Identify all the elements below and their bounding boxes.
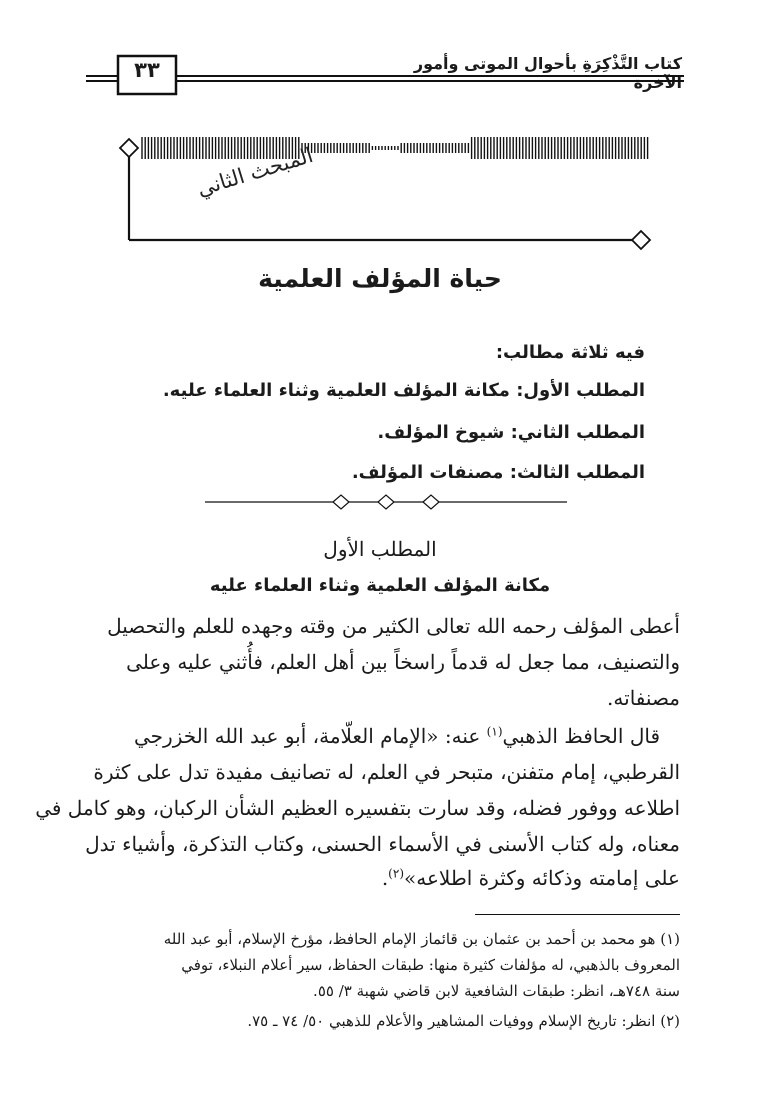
toc-item-text: شيوخ المؤلف.: [377, 422, 505, 443]
book-title: كتاب التَّذْكِرَةِ بأحوال الموتى وأمور الآخرة: [413, 54, 682, 92]
body-line: مصنفاته.: [607, 686, 680, 710]
footnote-line: سنة ٧٤٨هـ، انظر: طبقات الشافعية لابن قاضي شهبة ٣/ ٥٥.: [313, 982, 680, 1000]
footnote-1: (١) هو محمد بن أحمد بن عثمان بن قائماز الإمام الحافظ، مؤرخ الإسلام، أبو عبد الله: [163, 930, 680, 948]
section-ornament: [0, 120, 760, 260]
body-line: على إمامته وذكائه وكثرة اطلاعه»$^{(٢)}$.: [381, 866, 680, 890]
toc-intro: فيه ثلاثة مطالب:: [495, 342, 645, 363]
section-title: حياة المؤلف العلمية: [258, 264, 502, 293]
toc-item-text: مصنفات المؤلف.: [351, 462, 504, 483]
toc-item-1: [125, 380, 645, 401]
mabhath-label: المبحث الثاني: [194, 143, 316, 202]
body-line: قال الحافظ الذهبي$^{(١)}$ عنه: «الإمام العلّامة، أبو عبد الله الخزرجي: [134, 724, 660, 748]
header-rules: [0, 0, 760, 110]
body-line: أعطى المؤلف رحمه الله تعالى الكثير من وقته وجهده للعلم والتحصيل: [107, 614, 680, 638]
footnote-number: (١): [660, 930, 680, 948]
matlab-heading: مكانة المؤلف العلمية وثناء العلماء عليه: [209, 575, 551, 596]
toc-item-label: المطلب الثاني:: [510, 422, 645, 443]
page-number: ٣٣: [134, 58, 160, 82]
toc-item-3: [125, 462, 645, 483]
footnote-ref: (٢): [388, 866, 404, 881]
footnote-ref: (١): [486, 724, 503, 739]
body-line: معناه، وله كتاب الأسنى في الأسماء الحسنى، وكتاب التذكرة، وأشياء تدل: [85, 832, 680, 856]
matlab-label: المطلب الأول: [323, 537, 437, 561]
body-line: القرطبي، إمام متفنن، متبحر في العلم، له تصانيف مفيدة تدل على كثرة: [93, 760, 680, 784]
footnote-number: (٢): [660, 1012, 680, 1030]
toc-item-2: [125, 422, 645, 443]
body-line: والتصنيف، مما جعل له قدماً راسخاً بين أهل العلم، فأُثني عليه وعلى: [126, 650, 680, 674]
footnote-separator: [475, 914, 680, 915]
footnote-2: (٢) انظر: تاريخ الإسلام ووفيات المشاهير والأعلام للذهبي ٥٠/ ٧٤ ـ ٧٥.: [247, 1012, 680, 1030]
toc-item-text: مكانة المؤلف العلمية وثناء العلماء عليه.: [162, 380, 510, 401]
toc-item-label: المطلب الثالث:: [509, 462, 645, 483]
toc-item-label: المطلب الأول:: [516, 380, 645, 401]
diamond-divider: [0, 490, 760, 514]
footnote-line: المعروف بالذهبي، له مؤلفات كثيرة منها: طبقات الحفاظ، سير أعلام النبلاء، توفي: [181, 956, 680, 974]
body-line: اطلاعه ووفور فضله، وقد سارت بتفسيره العظيم الشأن الركبان، وهو كامل في: [35, 796, 680, 820]
